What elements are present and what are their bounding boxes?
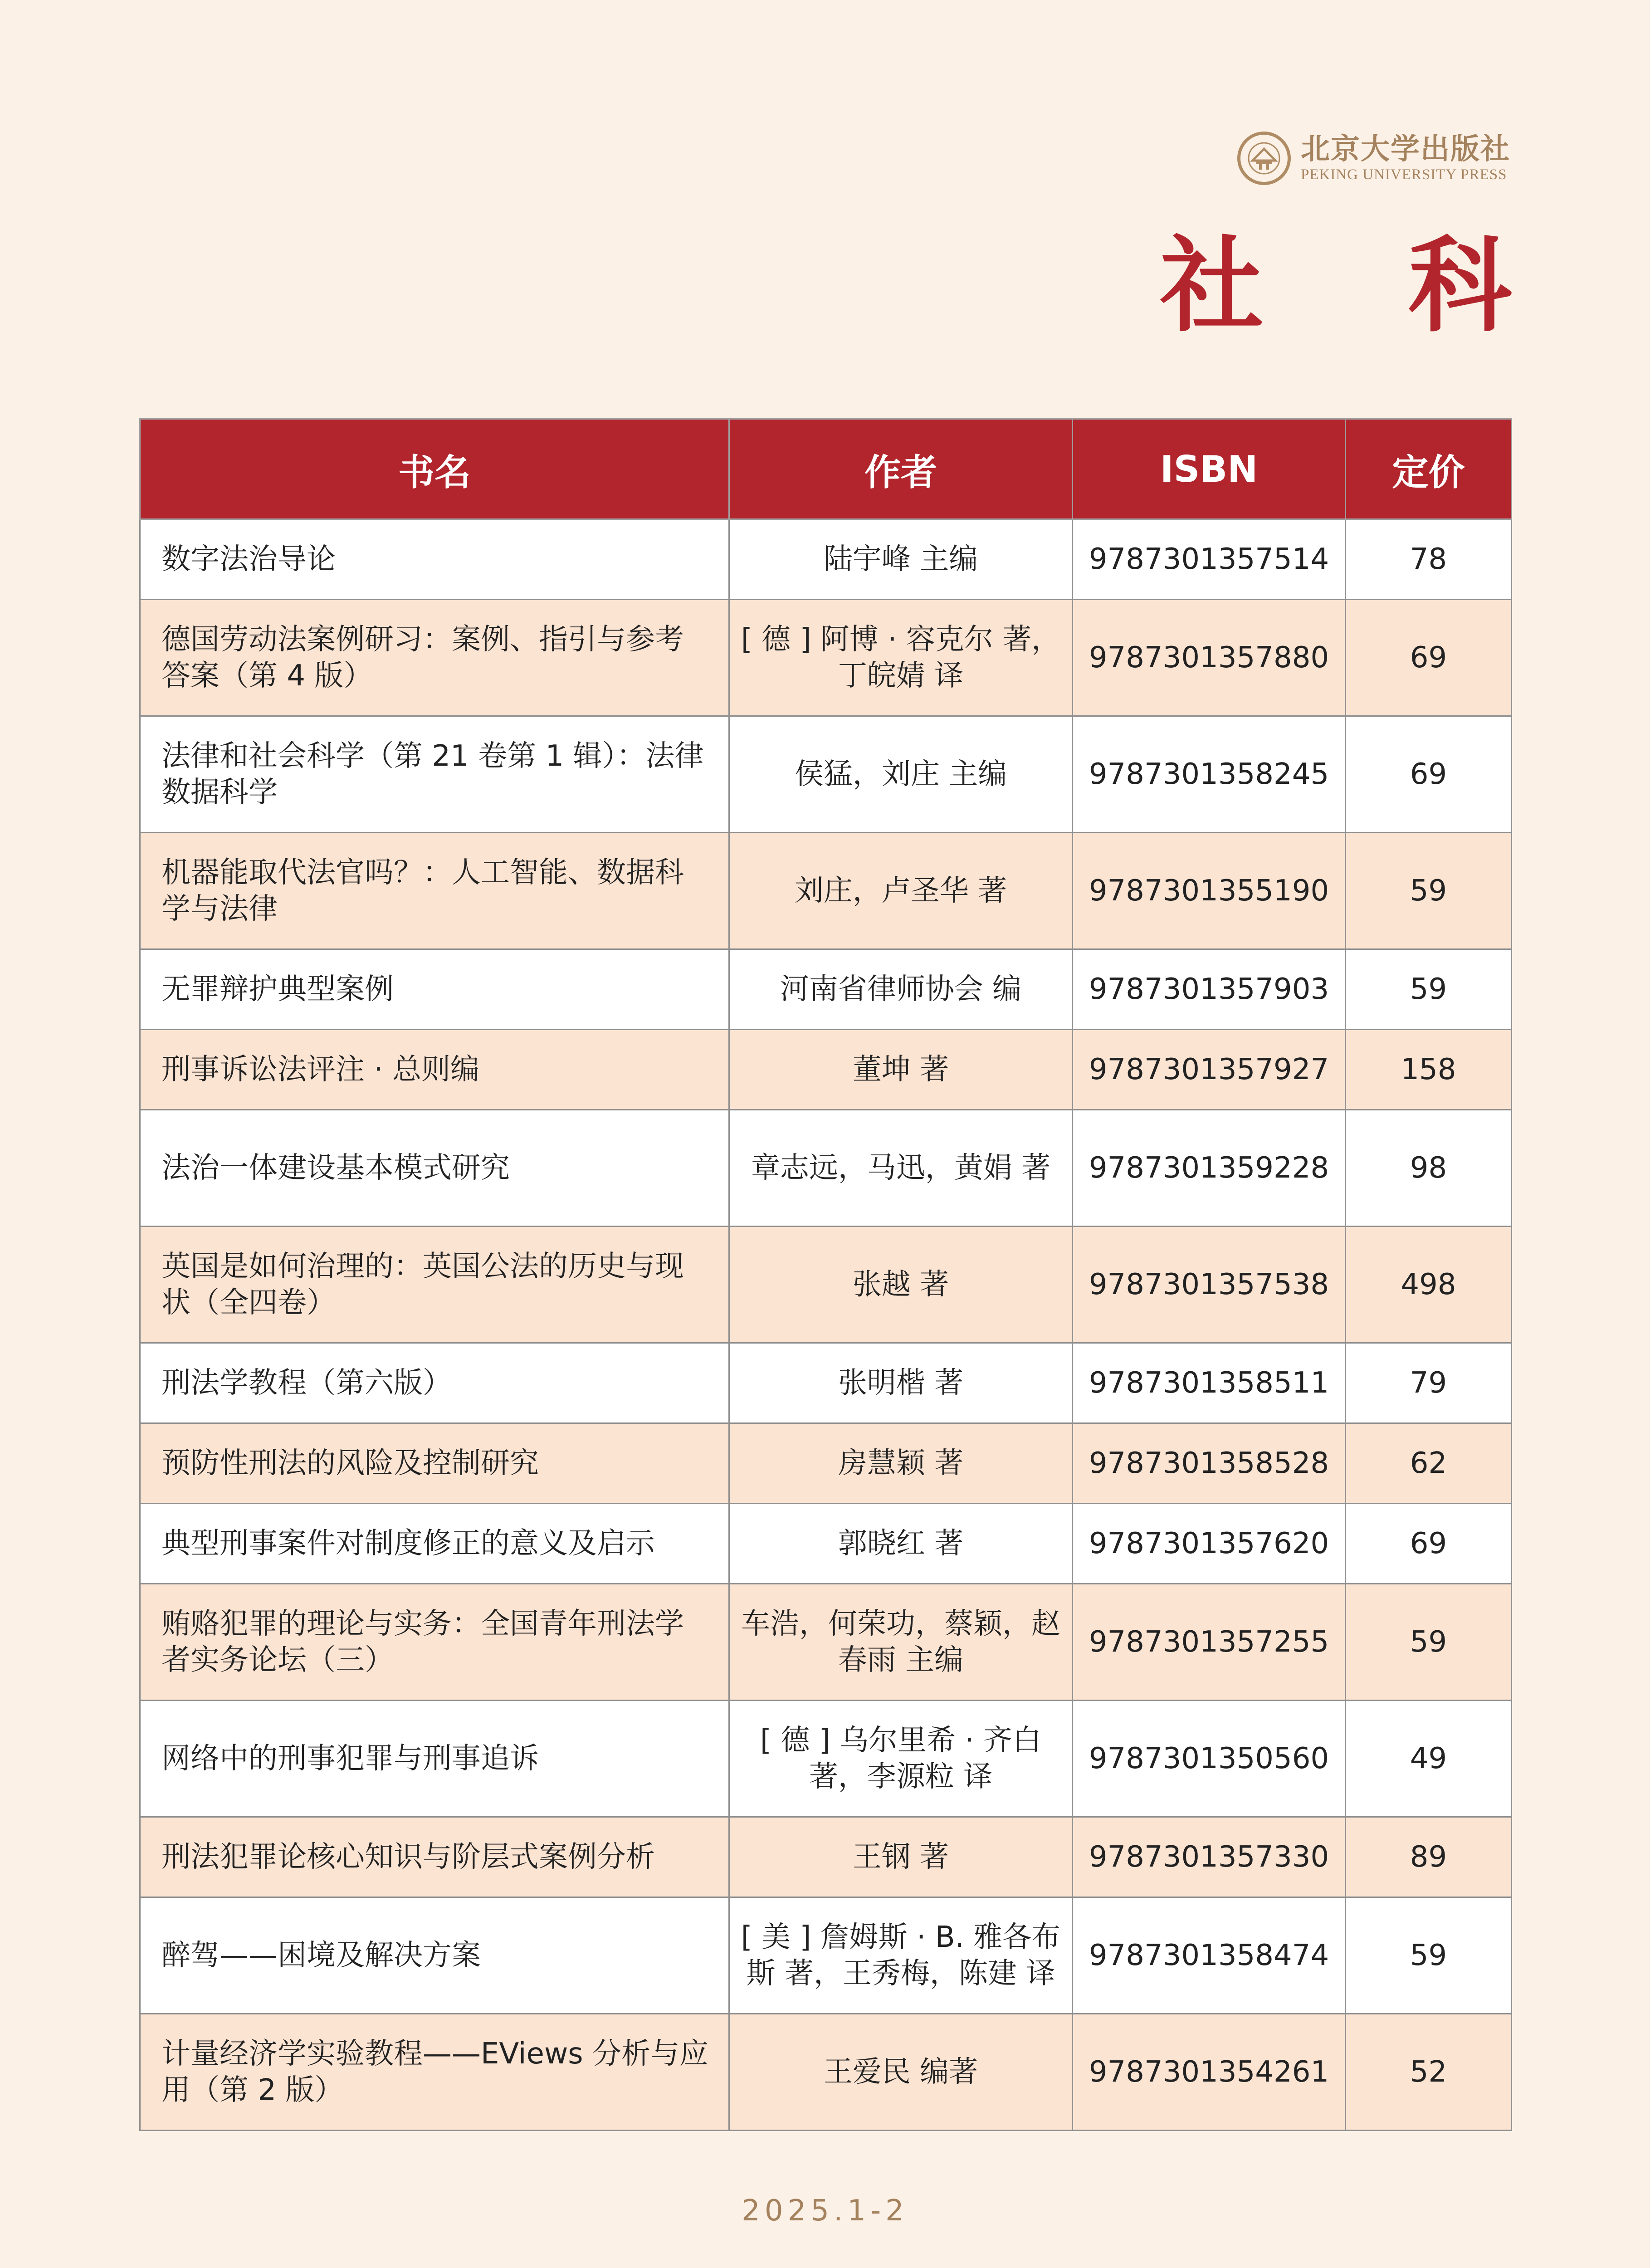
book-isbn: 9787301358528 [1073,1423,1346,1504]
book-price: 59 [1346,1584,1512,1701]
book-author: 郭晓红 著 [729,1504,1073,1584]
book-title: 预防性刑法的风险及控制研究 [140,1423,729,1504]
table-row [140,1110,1512,1227]
book-title: 醉驾——困境及解决方案 [140,1897,729,2014]
book-price: 98 [1346,1110,1512,1227]
book-author: 房慧颖 著 [729,1423,1073,1504]
book-isbn: 9787301358474 [1073,1897,1346,2014]
book-isbn: 9787301350560 [1073,1701,1346,1817]
publisher-name-en: PEKING UNIVERSITY PRESS [1301,166,1507,183]
book-author: 侯猛，刘庄 主编 [729,716,1073,833]
book-price: 69 [1346,600,1512,716]
issue-date: 2025.1-2 [742,2194,908,2228]
book-title: 贿赂犯罪的理论与实务：全国青年刑法学者实务论坛（三） [140,1584,729,1701]
publisher-name [1301,132,1510,183]
book-table [139,418,1512,2131]
book-isbn: 9787301357927 [1073,1030,1346,1110]
book-price: 59 [1346,949,1512,1030]
table-row [140,1584,1512,1701]
book-author: 张明楷 著 [729,1343,1073,1423]
table-row [140,519,1512,600]
table-row [140,949,1512,1030]
book-isbn: 9787301357903 [1073,949,1346,1030]
book-author: 刘庄，卢圣华 著 [729,833,1073,949]
book-title: 数字法治导论 [140,519,729,600]
book-price: 59 [1346,1897,1512,2014]
book-author: [ 美 ] 詹姆斯 · B. 雅各布斯 著，王秀梅，陈建 译 [729,1897,1073,2014]
book-price: 69 [1346,1504,1512,1584]
book-title: 刑法学教程（第六版） [140,1343,729,1423]
book-price: 59 [1346,833,1512,949]
book-isbn: 9787301357255 [1073,1584,1346,1701]
book-price: 52 [1346,2014,1512,2131]
table-row [140,1504,1512,1584]
book-isbn: 9787301357330 [1073,1817,1346,1897]
table-row [140,1817,1512,1897]
table-row [140,1423,1512,1504]
book-title: 英国是如何治理的：英国公法的历史与现状（全四卷） [140,1227,729,1343]
book-isbn: 9787301354261 [1073,2014,1346,2131]
book-title: 计量经济学实验教程——EViews 分析与应用（第 2 版） [140,2014,729,2131]
category-heading: 社 科 [1160,225,1566,346]
table-row [140,716,1512,833]
table-row [140,600,1512,716]
book-title: 刑事诉讼法评注 · 总则编 [140,1030,729,1110]
book-author: 车浩，何荣功，蔡颖，赵春雨 主编 [729,1584,1073,1701]
book-price: 49 [1346,1701,1512,1817]
book-author: 陆宇峰 主编 [729,519,1073,600]
book-title: 机器能取代法官吗？：人工智能、数据科学与法律 [140,833,729,949]
book-author: 王爱民 编著 [729,2014,1073,2131]
book-title: 网络中的刑事犯罪与刑事追诉 [140,1701,729,1817]
university-seal-icon [1237,132,1291,185]
header-title: 书名 [140,419,729,519]
header-price: 定价 [1346,419,1512,519]
book-isbn: 9787301355190 [1073,833,1346,949]
book-isbn: 9787301357538 [1073,1227,1346,1343]
table-row [140,1227,1512,1343]
table-row [140,2014,1512,2131]
book-title: 典型刑事案件对制度修正的意义及启示 [140,1504,729,1584]
book-isbn: 9787301357880 [1073,600,1346,716]
header-author: 作者 [729,419,1073,519]
book-author: [ 德 ] 阿博 · 容克尔 著，丁皖婧 译 [729,600,1073,716]
book-author: 张越 著 [729,1227,1073,1343]
table-row [140,1701,1512,1817]
book-author: 章志远，马迅，黄娟 著 [729,1110,1073,1227]
table-row [140,1343,1512,1423]
book-title: 法治一体建设基本模式研究 [140,1110,729,1227]
book-price: 158 [1346,1030,1512,1110]
book-author: 王钢 著 [729,1817,1073,1897]
book-price: 78 [1346,519,1512,600]
header-isbn: ISBN [1073,419,1346,519]
book-author: 董坤 著 [729,1030,1073,1110]
book-isbn: 9787301359228 [1073,1110,1346,1227]
book-price: 62 [1346,1423,1512,1504]
table-header-row [140,419,1512,519]
book-title: 无罪辩护典型案例 [140,949,729,1030]
publisher-name-cn: 北京大学出版社 [1301,132,1510,166]
book-isbn: 9787301358511 [1073,1343,1346,1423]
book-isbn: 9787301358245 [1073,716,1346,833]
book-author: [ 德 ] 乌尔里希 · 齐白 著，李源粒 译 [729,1701,1073,1817]
table-row [140,1030,1512,1110]
book-author: 河南省律师协会 编 [729,949,1073,1030]
book-price: 69 [1346,716,1512,833]
book-title: 法律和社会科学（第 21 卷第 1 辑）：法律数据科学 [140,716,729,833]
book-isbn: 9787301357514 [1073,519,1346,600]
table-row [140,833,1512,949]
book-price: 89 [1346,1817,1512,1897]
book-price: 498 [1346,1227,1512,1343]
publisher-logo [1237,132,1510,185]
book-isbn: 9787301357620 [1073,1504,1346,1584]
table-row [140,1897,1512,2014]
book-title: 德国劳动法案例研习：案例、指引与参考答案（第 4 版） [140,600,729,716]
book-title: 刑法犯罪论核心知识与阶层式案例分析 [140,1817,729,1897]
book-price: 79 [1346,1343,1512,1423]
